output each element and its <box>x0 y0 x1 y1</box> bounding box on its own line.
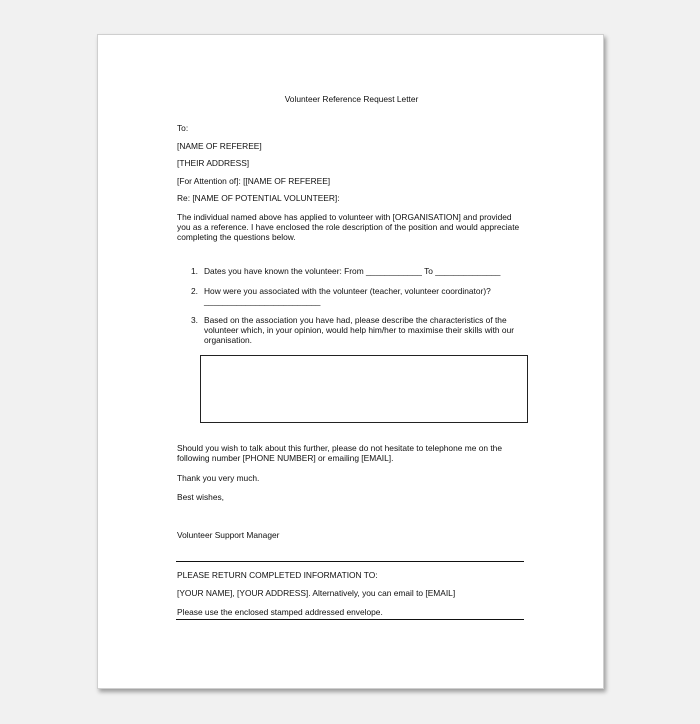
answer-box[interactable] <box>200 355 528 423</box>
question-3-number: 3. <box>191 315 198 325</box>
referee-address: [THEIR ADDRESS] <box>177 158 250 168</box>
attention-line: [For Attention of]: [[NAME OF REFEREE] <box>177 176 331 186</box>
to-label: To: <box>177 123 189 133</box>
letter-title: Volunteer Reference Request Letter <box>284 94 419 104</box>
thanks-line: Thank you very much. <box>177 473 260 483</box>
document-page <box>97 34 604 689</box>
signatory: Volunteer Support Manager <box>177 530 280 540</box>
top-divider <box>176 561 524 562</box>
question-1-text: Dates you have known the volunteer: From ____________ To ______________ <box>204 266 501 276</box>
question-2-blank: _________________________ <box>204 296 321 306</box>
re-line: Re: [NAME OF POTENTIAL VOLUNTEER]: <box>177 193 340 203</box>
question-2-text: How were you associated with the volunteer (teacher, volunteer coordinator)? <box>204 286 491 296</box>
return-heading: PLEASE RETURN COMPLETED INFORMATION TO: <box>177 570 378 580</box>
question-1-number: 1. <box>191 266 198 276</box>
sign-off: Best wishes, <box>177 492 225 502</box>
closing-paragraph: Should you wish to talk about this further, please do not hesitate to telephone me on the following number [PHONE NUMBER] or emailing [EMAIL]. <box>177 443 502 463</box>
question-2-number: 2. <box>191 286 198 296</box>
question-3-text: Based on the association you have had, please describe the characteristics of the volunteer which, in your opinion, would help him/her to maximise their skills with our organisation. <box>204 315 515 345</box>
return-address: [YOUR NAME], [YOUR ADDRESS]. Alternatively, you can email to [EMAIL] <box>177 588 456 598</box>
bottom-divider <box>176 619 524 620</box>
intro-paragraph: The individual named above has applied to volunteer with [ORGANISATION] and provided you as a reference. I have enclosed the role description of the position and would appreciate completing the questions below. <box>177 212 520 242</box>
referee-name: [NAME OF REFEREE] <box>177 141 262 151</box>
envelope-note: Please use the enclosed stamped addressed envelope. <box>177 607 383 617</box>
